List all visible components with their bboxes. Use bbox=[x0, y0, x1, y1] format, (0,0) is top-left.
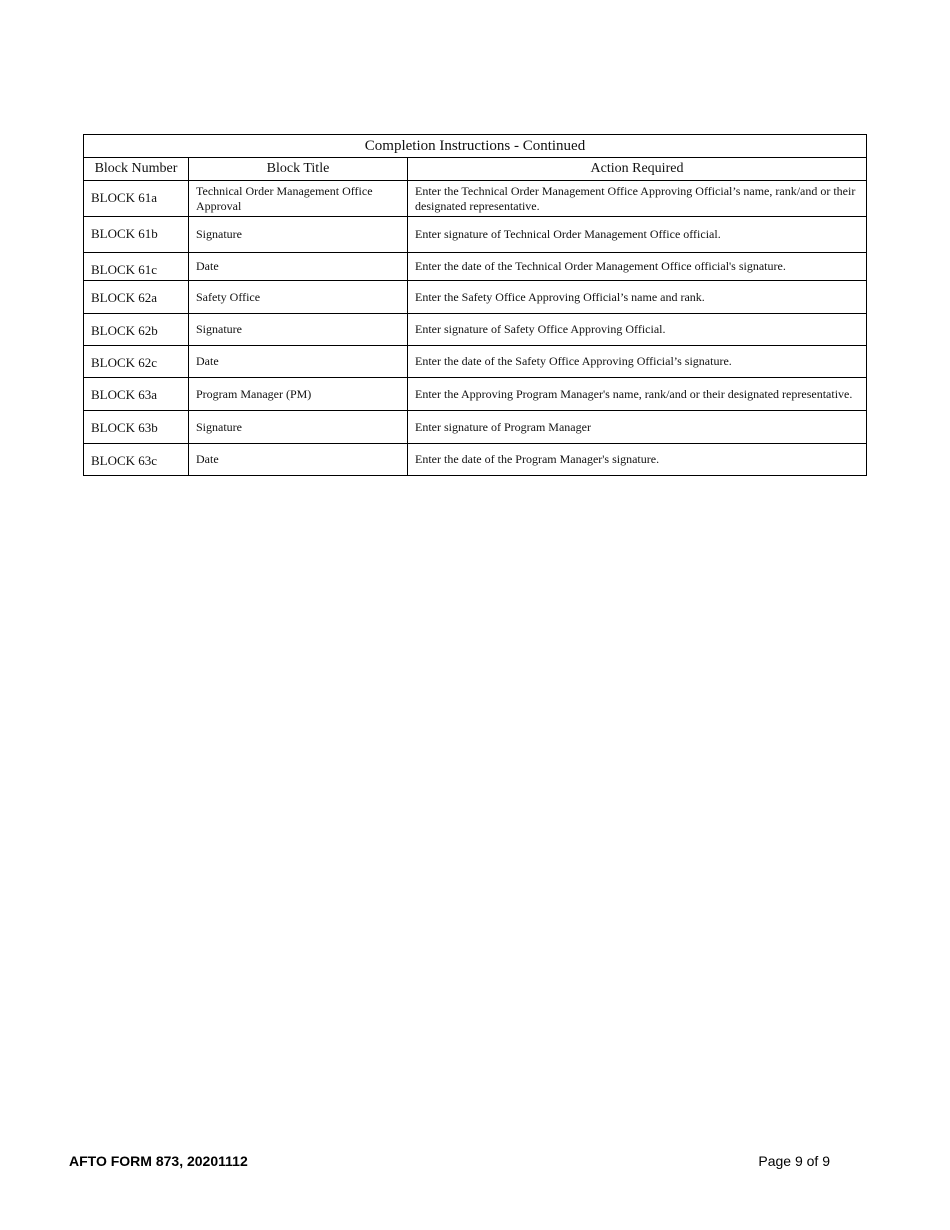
table-row bbox=[84, 253, 867, 281]
block-title: Program Manager (PM) bbox=[189, 378, 408, 411]
block-title: Safety Office bbox=[189, 281, 408, 314]
action-required: Enter signature of Safety Office Approving Official. bbox=[408, 314, 867, 346]
action-required: Enter the Technical Order Management Office Approving Official’s name, rank/and or their designated representative. bbox=[408, 181, 867, 217]
block-title: Date bbox=[189, 444, 408, 476]
action-required: Enter the date of the Safety Office Approving Official’s signature. bbox=[408, 346, 867, 378]
block-title: Signature bbox=[189, 314, 408, 346]
block-number: BLOCK 62a bbox=[84, 281, 189, 314]
header-block-number: Block Number bbox=[84, 158, 189, 181]
action-required: Enter the date of the Technical Order Management Office official's signature. bbox=[408, 253, 867, 281]
form-identifier: AFTO FORM 873, 20201112 bbox=[69, 1153, 248, 1169]
action-required: Enter signature of Program Manager bbox=[408, 411, 867, 444]
block-title: Signature bbox=[189, 217, 408, 253]
header-block-title: Block Title bbox=[189, 158, 408, 181]
block-number: BLOCK 63a bbox=[84, 378, 189, 411]
block-title: Date bbox=[189, 346, 408, 378]
block-number: BLOCK 62b bbox=[84, 314, 189, 346]
block-number: BLOCK 61a bbox=[84, 181, 189, 217]
block-number: BLOCK 61c bbox=[84, 253, 189, 281]
block-number: BLOCK 63b bbox=[84, 411, 189, 444]
table-row bbox=[84, 378, 867, 411]
action-required: Enter the Approving Program Manager's name, rank/and or their designated representative. bbox=[408, 378, 867, 411]
action-required: Enter signature of Technical Order Management Office official. bbox=[408, 217, 867, 253]
block-number: BLOCK 63c bbox=[84, 444, 189, 476]
table-row bbox=[84, 217, 867, 253]
block-number: BLOCK 61b bbox=[84, 217, 189, 253]
block-title: Date bbox=[189, 253, 408, 281]
block-title: Technical Order Management Office Approval bbox=[189, 181, 408, 217]
action-required: Enter the Safety Office Approving Official’s name and rank. bbox=[408, 281, 867, 314]
table-row bbox=[84, 411, 867, 444]
table-row bbox=[84, 314, 867, 346]
table-row bbox=[84, 444, 867, 476]
action-required: Enter the date of the Program Manager's signature. bbox=[408, 444, 867, 476]
block-title: Signature bbox=[189, 411, 408, 444]
table-row bbox=[84, 181, 867, 217]
table-row bbox=[84, 346, 867, 378]
block-number: BLOCK 62c bbox=[84, 346, 189, 378]
completion-instructions-table bbox=[83, 134, 867, 476]
table-caption: Completion Instructions - Continued bbox=[84, 135, 867, 158]
table-row bbox=[84, 281, 867, 314]
page-number: Page 9 of 9 bbox=[758, 1153, 830, 1169]
header-action-required: Action Required bbox=[408, 158, 867, 181]
